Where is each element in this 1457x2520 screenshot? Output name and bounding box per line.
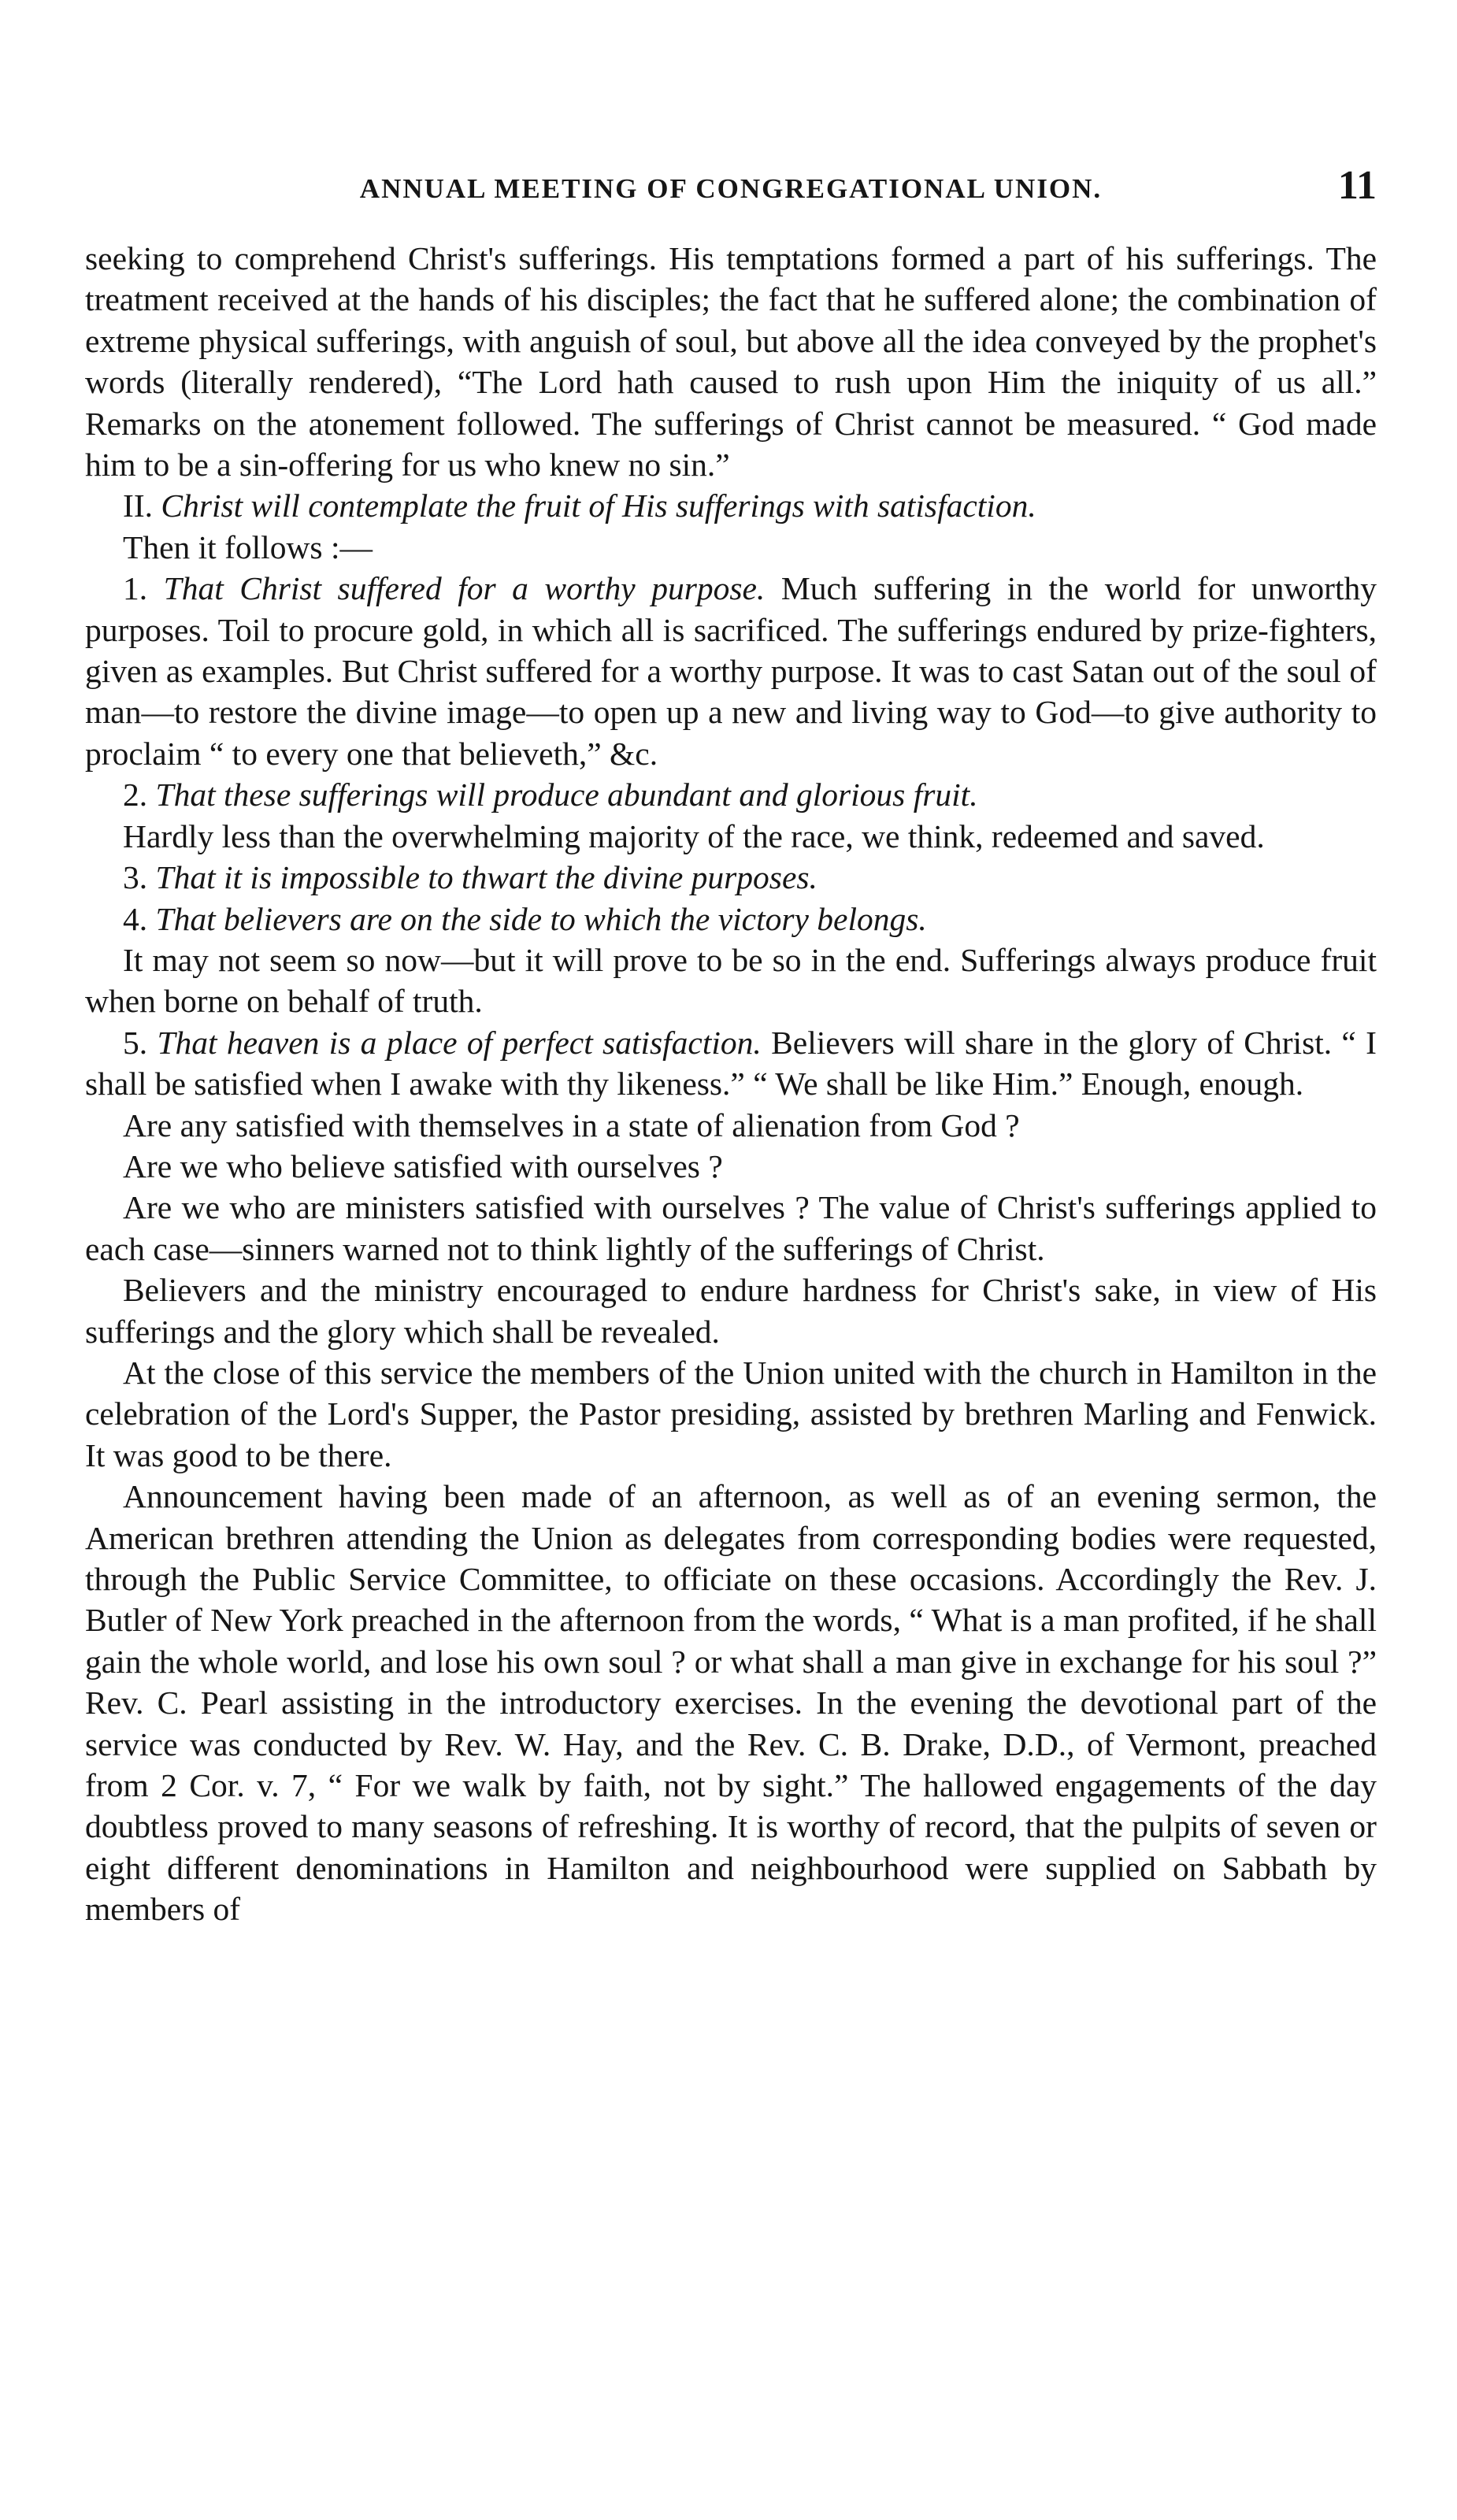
question-believers-text: Are we who believe satisfied with ourselves ? (123, 1147, 723, 1184)
point-2-text: Hardly less than the overwhelming majority of the race, we think, redeemed and saved. (123, 817, 1265, 854)
running-head (85, 158, 1377, 220)
body-text (85, 238, 1377, 1930)
point-2-heading-paragraph (85, 774, 1377, 815)
running-title: ANNUAL MEETING OF CONGREGATIONAL UNION. (359, 173, 1103, 204)
point-2-number: 2. (123, 776, 148, 813)
question-ministers (85, 1187, 1377, 1269)
heading-point-ii-title: Christ will contemplate the fruit of His sufferings with satisfaction. (161, 487, 1036, 524)
heading-point-ii (85, 485, 1377, 526)
page-number: 11 (1337, 163, 1377, 208)
point-4-text: It may not seem so now—but it will prove to be so in the end. Sufferings always produce fruit when borne on behalf of truth. (85, 941, 1377, 1020)
question-ministers-text: Are we who are ministers satisfied with ourselves ? The value of Christ's sufferings applied to each case—sinners warned not to think lightly of the sufferings of Christ. (85, 1189, 1377, 1267)
point-3-heading: That it is impossible to thwart the divine purposes. (155, 859, 817, 896)
book-page (85, 158, 1377, 1930)
question-alienation (85, 1105, 1377, 1146)
point-4-heading-paragraph (85, 899, 1377, 939)
point-1-text: Much suffering in the world for unworthy purposes. Toil to procure gold, in which all is sacrificed. The sufferings endured by prize-fighters, given as examples. But Christ suffered for a worthy purpose. It was to cast Satan out of the soul of man—to restore the divine image—to open up a new and living way to God—to give authority to proclaim “ to every one that believeth,” &c. (85, 570, 1377, 772)
point-5-paragraph (85, 1022, 1377, 1105)
question-alienation-text: Are any satisfied with themselves in a state of alienation from God ? (123, 1106, 1020, 1143)
point-4-text-paragraph (85, 939, 1377, 1022)
paragraph-announcement-text: Announcement having been made of an afternoon, as well as of an evening sermon, the American brethren attending the Union as delegates from corresponding bodies were requested, through the Public Service Committee, to officiate on these occasions. Accordingly the Rev. J. Butler of New York preached in the afternoon from the words, “ What is a man profited, if he shall gain the whole world, and lose his own soul ? or what shall a man give in exchange for his soul ?” Rev. C. Pearl assisting in the introductory exercises. In the evening the devotional part of the service was conducted by Rev. W. Hay, and the Rev. C. B. Drake, D.D., of Vermont, preached from 2 Cor. v. 7, “ For we walk by faith, not by sight.” The hallowed engagements of the day doubtless proved to many seasons of refreshing. It is worthy of record, that the pulpits of seven or eight different denominations in Hamilton and neighbourhood were supplied on Sabbath by members of (85, 1478, 1377, 1928)
point-5-heading: That heaven is a place of perfect satisfaction. (157, 1024, 762, 1061)
paragraph-believers-encouraged (85, 1269, 1377, 1352)
point-2-text-paragraph (85, 816, 1377, 857)
paragraph-believers-encouraged-text: Believers and the ministry encouraged to endure hardness for Christ's sake, in view of His sufferings and the glory which shall be revealed. (85, 1272, 1377, 1350)
point-1-number: 1. (123, 570, 148, 607)
paragraph-then-it-follows-text: Then it follows :— (123, 528, 373, 565)
paragraph-1 (85, 238, 1377, 485)
paragraph-announcement (85, 1476, 1377, 1929)
point-5-text: Believers will share in the glory of Christ. “ I shall be satisfied when I awake with thy likeness.” “ We shall be like Him.” Enough, enough. (85, 1024, 1377, 1102)
point-1-paragraph (85, 568, 1377, 774)
point-4-heading: That believers are on the side to which the victory belongs. (155, 900, 927, 937)
paragraph-1-text: seeking to comprehend Christ's sufferings. His temptations formed a part of his sufferings. The treatment received at the hands of his disciples; the fact that he suffered alone; the combination of extreme physical sufferings, with anguish of soul, but above all the idea conveyed by the prophet's words (literally rendered), “The Lord hath caused to rush upon Him the iniquity of us all.” Remarks on the atonement followed. The sufferings of Christ cannot be measured. “ God made him to be a sin-offering for us who knew no sin.” (85, 240, 1377, 484)
point-2-heading: That these sufferings will produce abundant and glorious fruit. (155, 776, 978, 813)
heading-point-ii-number: II. (123, 487, 154, 524)
point-3-heading-paragraph (85, 857, 1377, 898)
point-1-heading: That Christ suffered for a worthy purpose. (163, 570, 766, 607)
question-believers (85, 1146, 1377, 1187)
paragraph-lords-supper (85, 1352, 1377, 1476)
paragraph-then-it-follows (85, 527, 1377, 568)
point-5-number: 5. (123, 1024, 148, 1061)
point-3-number: 3. (123, 859, 148, 896)
point-4-number: 4. (123, 900, 148, 937)
paragraph-lords-supper-text: At the close of this service the members of the Union united with the church in Hamilton in the celebration of the Lord's Supper, the Pastor presiding, assisted by brethren Marling and Fenwick. It was good to be there. (85, 1354, 1377, 1473)
